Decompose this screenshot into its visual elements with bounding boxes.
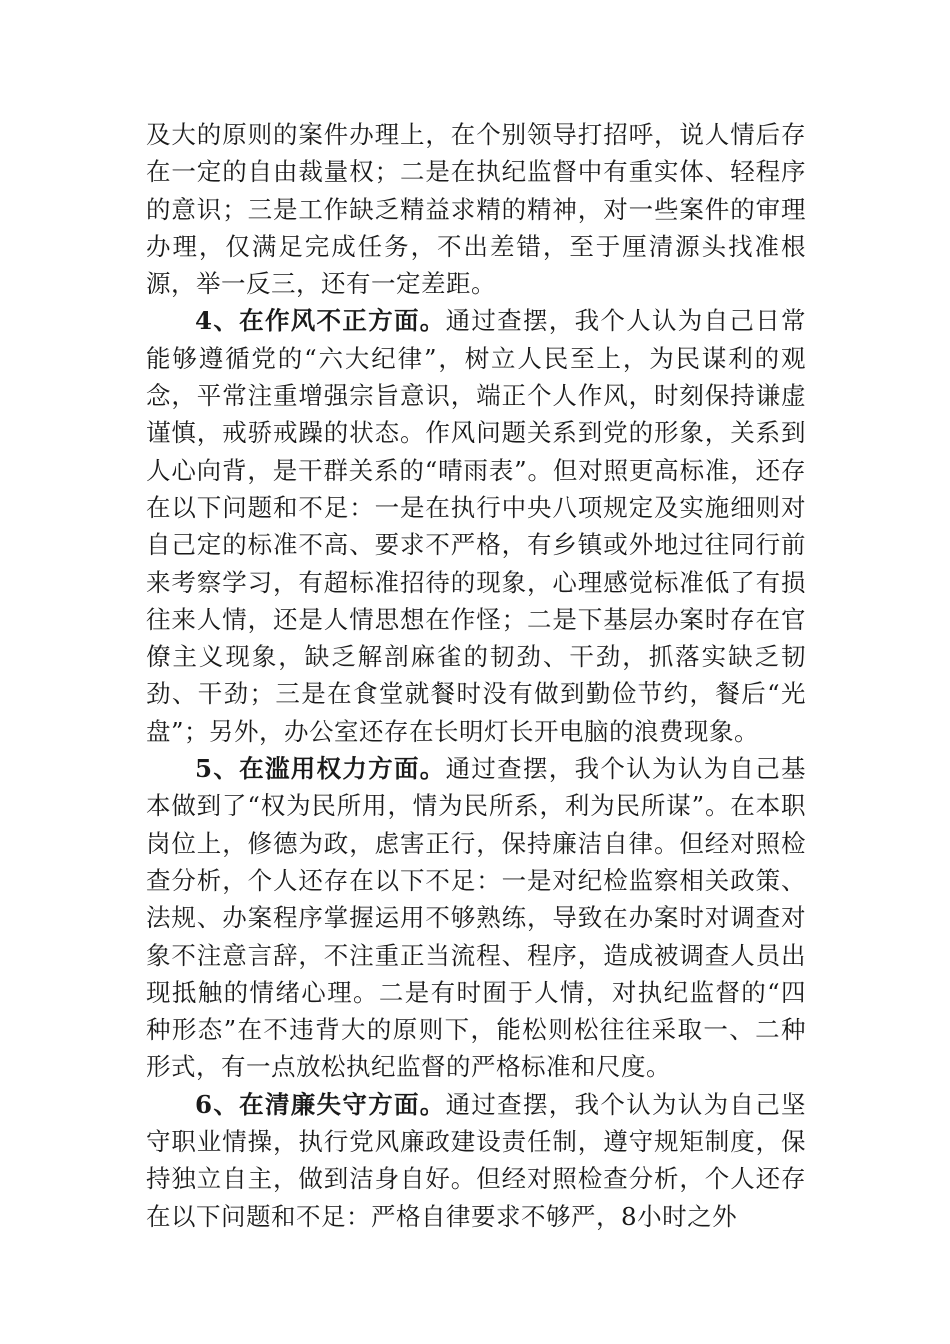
section-heading: 5、在滥用权力方面。	[195, 754, 446, 784]
paragraph-section-5	[146, 750, 806, 1086]
section-heading: 6、在清廉失守方面。	[195, 1089, 446, 1119]
paragraph-body: 通过查摆，我个认为认为自己基本做到了“权为民所用，情为民所系，利为民所谋”。在本职岗位上，修德为政，虑害正行，保持廉洁自律。但经对照检查分析，个人还存在以下不足：一是对纪检监察相关政策、法规、办案程序掌握运用不够熟练，导致在办案时对调查对象不注意言辞，不注重正当流程、程序，造成被调查人员出现抵触的情绪心理。二是有时囿于人情，对执纪监督的“四种形态”在不违背大的原则下，能松则松往往采取一、二种形式，有一点放松执纪监督的严格标准和尺度。	[146, 754, 807, 1082]
paragraph-section-4	[146, 302, 806, 750]
paragraph-body: 及大的原则的案件办理上，在个别领导打招呼，说人情后存在一定的自由裁量权；二是在执纪监督中有重实体、轻程序的意识；三是工作缺乏精益求精的精神，对一些案件的审理办理，仅满足完成任务，不出差错，至于厘清源头找准根源，举一反三，还有一定差距。	[146, 120, 806, 299]
paragraph-section-6	[146, 1086, 806, 1235]
paragraph-body: 通过查摆，我个认为认为自己坚守职业情操，执行党风廉政建设责任制，遵守规矩制度，保持独立自主，做到洁身自好。但经对照检查分析，个人还存在以下问题和不足：严格自律要求不够严，8小时之外	[146, 1089, 807, 1231]
paragraph-body: 通过查摆，我个人认为自己日常能够遵循党的“六大纪律”，树立人民至上，为民谋利的观念，平常注重增强宗旨意识，端正个人作风，时刻保持谦虚谨慎，戒骄戒躁的状态。作风问题关系到党的形象，关系到人心向背，是干群关系的“晴雨表”。但对照更高标准，还存在以下问题和不足：一是在执行中央八项规定及实施细则对自己定的标准不高、要求不严格，有乡镇或外地过往同行前来考察学习，有超标准招待的现象，心理感觉标准低了有损往来人情，还是人情思想在作怪；二是下基层办案时存在官僚主义现象，缺乏解剖麻雀的韧劲、干劲，抓落实缺乏韧劲、干劲；三是在食堂就餐时没有做到勤俭节约，餐后“光盘”；另外，办公室还存在长明灯长开电脑的浪费现象。	[146, 306, 807, 746]
document-page	[146, 116, 806, 1235]
section-heading: 4、在作风不正方面。	[195, 306, 446, 336]
paragraph-continuation	[146, 116, 806, 302]
